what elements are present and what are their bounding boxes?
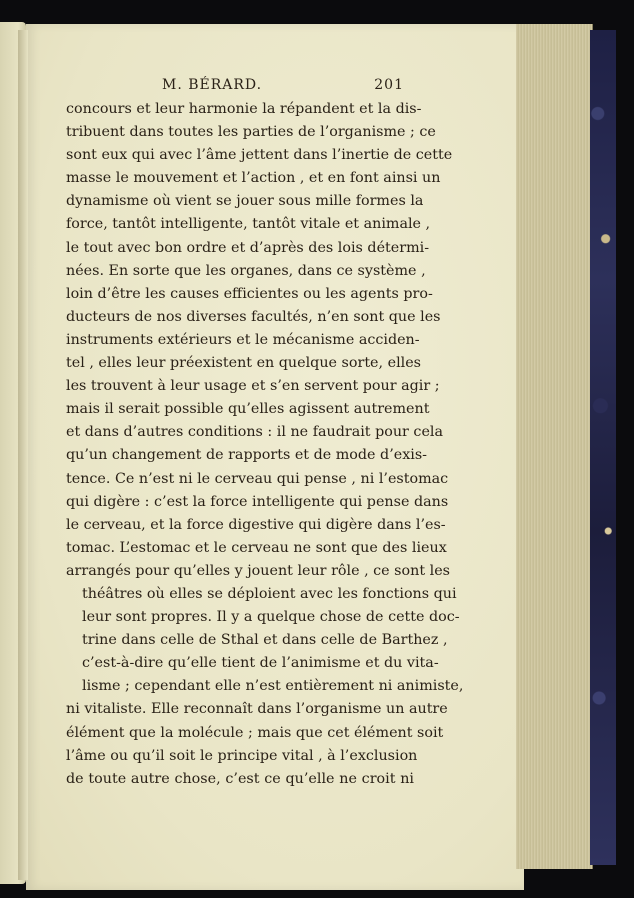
running-title: M. BÉRARD. [162,77,263,93]
text-line: leur sont propres. Il y a quelque chose de cette doc- [82,609,460,626]
book-gutter [18,30,28,880]
text-line: tomac. L’estomac et le cerveau ne sont que des lieux [66,539,447,556]
text-line: dynamisme où vient se jouer sous mille formes la [66,193,424,210]
text-line: nées. En sorte que les organes, dans ce système , [66,262,426,279]
text-line: les trouvent à leur usage et s’en servent pour agir ; [66,378,440,395]
text-line: tence. Ce n’est ni le cerveau qui pense , ni l’estomac [66,470,449,487]
text-line: sont eux qui avec l’âme jettent dans l’inertie de cette [66,147,453,164]
text-line: masse le mouvement et l’action , et en font ainsi un [66,170,441,187]
text-line: force, tantôt intelligente, tantôt vitale et animale , [66,216,431,233]
page-stack-edge [516,24,593,869]
text-line: le cerveau, et la force digestive qui digère dans l’es- [66,516,446,533]
text-line: qui digère : c’est la force intelligente qui pense dans [66,493,449,510]
marbled-cover-edge [590,30,616,865]
body-text [66,98,464,791]
text-line: et dans d’autres conditions : il ne faudrait pour cela [66,424,443,441]
text-line: loin d’être les causes efficientes ou les agents pro- [66,285,433,302]
text-line: l’âme ou qu’il soit le principe vital , à l’exclusion [66,747,418,764]
text-line: mais il serait possible qu’elles agissent autrement [66,401,430,418]
text-line: trine dans celle de Sthal et dans celle de Barthez , [82,632,448,649]
text-line: lisme ; cependant elle n’est entièrement ni animiste, [82,678,464,695]
text-line: ni vitaliste. Elle reconnaît dans l’organisme un autre [66,701,448,718]
text-line: élément que la molécule ; mais que cet élément soit [66,724,444,741]
text-line: concours et leur harmonie la répandent et la dis- [66,101,422,117]
text-line: tel , elles leur préexistent en quelque sorte, elles [66,355,422,372]
text-line: qu’un changement de rapports et de mode d’exis- [66,447,428,464]
text-line: tribuent dans toutes les parties de l’organisme ; ce [66,124,436,141]
text-line: arrangés pour qu’elles y jouent leur rôle , ce sont les [66,562,450,579]
text-line: de toute autre chose, c’est ce qu’elle ne croit ni [66,770,414,787]
text-line: théâtres où elles se déploient avec les fonctions qui [82,585,457,602]
text-line: le tout avec bon ordre et d’après des lois détermi- [66,239,430,256]
text-line: instruments extérieurs et le mécanisme acciden- [66,331,420,348]
page-number: 201 [374,77,404,93]
text-line: c’est-à-dire qu’elle tient de l’animisme et du vita- [82,655,439,672]
text-line: ducteurs de nos diverses facultés, n’en sont que les [66,308,441,325]
